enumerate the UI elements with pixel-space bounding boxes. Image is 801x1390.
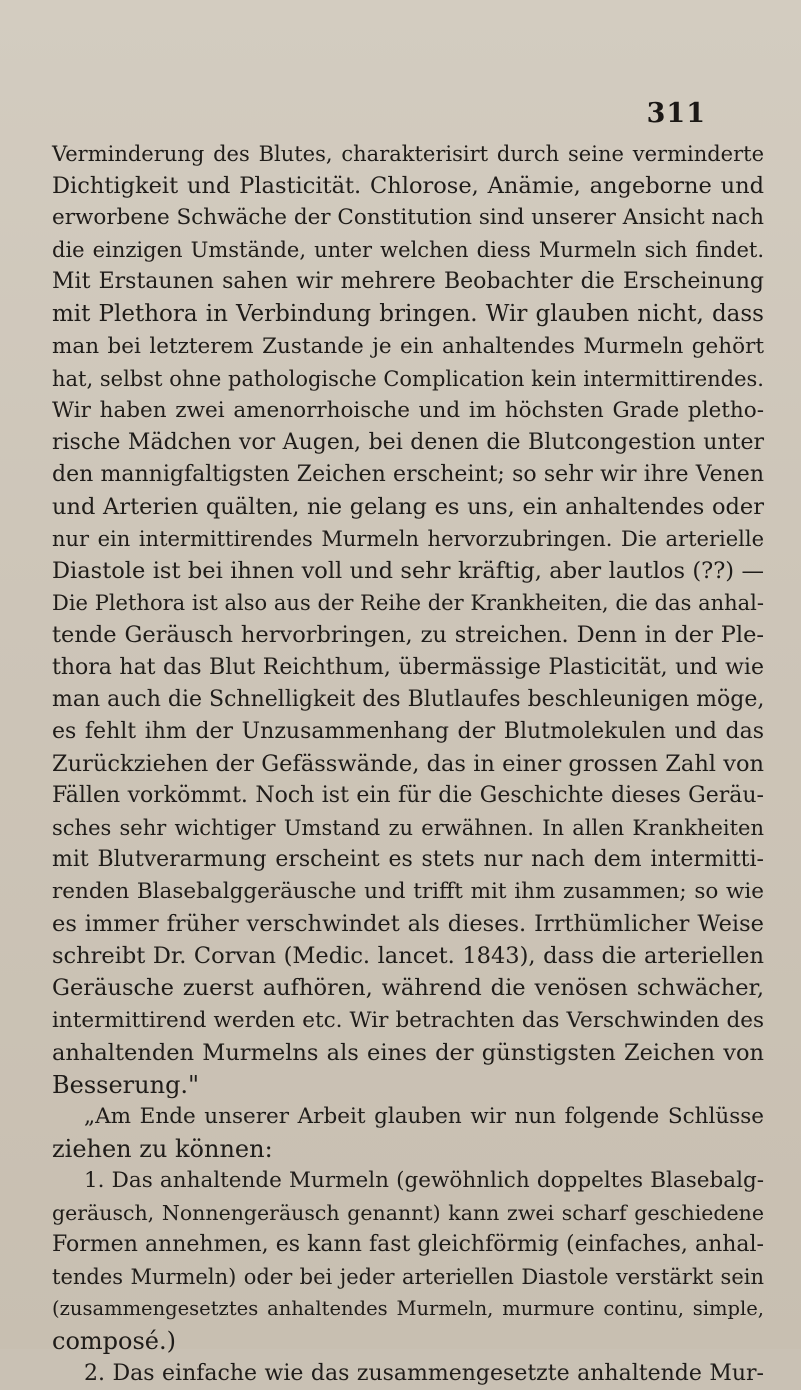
text-line: rische Mädchen vor Augen, bei denen die Blutcongestion unter bbox=[52, 429, 764, 455]
text-line: man bei letzterem Zustande je ein anhaltendes Murmeln gehört bbox=[52, 333, 764, 359]
text-line: (zusammengesetztes anhaltendes Murmeln, murmure continu, simple, bbox=[52, 1297, 764, 1321]
text-line: Verminderung des Blutes, charakterisirt durch seine verminderte bbox=[52, 142, 764, 166]
text-line: Zurückziehen der Gefässwände, das in einer grossen Zahl von bbox=[52, 750, 764, 777]
text-line: Geräusche zuerst aufhören, während die venösen schwächer, bbox=[52, 975, 764, 1002]
text-line: die einzigen Umstände, unter welchen diess Murmeln sich findet. bbox=[52, 238, 764, 263]
text-line: 1. Das anhaltende Murmeln (gewöhnlich doppeltes Blasebalg- bbox=[84, 1168, 764, 1193]
text-line: anhaltenden Murmelns als eines der günstigsten Zeichen von bbox=[52, 1039, 764, 1066]
text-line: intermittirend werden etc. Wir betrachten das Verschwinden des bbox=[52, 1007, 764, 1033]
text-line: Fällen vorkömmt. Noch ist ein für die Geschichte dieses Geräu- bbox=[52, 782, 764, 808]
text-line: Wir haben zwei amenorrhoische und im höchsten Grade pletho- bbox=[52, 397, 764, 423]
text-line: mit Plethora in Verbindung bringen. Wir glauben nicht, dass bbox=[52, 301, 764, 328]
text-line: erworbene Schwäche der Constitution sind unserer Ansicht nach bbox=[52, 205, 764, 231]
text-line: geräusch, Nonnengeräusch genannt) kann zwei scharf geschiedene bbox=[52, 1201, 764, 1226]
text-line: es immer früher verschwindet als dieses. Irrthümlicher Weise bbox=[52, 911, 764, 938]
text-line: sches sehr wichtiger Umstand zu erwähnen. In allen Krankheiten bbox=[52, 815, 764, 840]
text-line: Diastole ist bei ihnen voll und sehr kräftig, aber lautlos (??) — bbox=[52, 558, 764, 585]
text-line: composé.) bbox=[52, 1327, 176, 1356]
text-line: Formen annehmen, es kann fast gleichförmig (einfaches, anhal- bbox=[52, 1232, 764, 1258]
text-line: man auch die Schnelligkeit des Blutlaufes beschleunigen möge, bbox=[52, 686, 765, 712]
text-line: tende Geräusch hervorbringen, zu streichen. Denn in der Ple- bbox=[52, 622, 764, 649]
text-line: mit Blutverarmung erscheint es stets nur nach dem intermitti- bbox=[52, 847, 764, 873]
body-text bbox=[52, 138, 764, 1390]
text-line: tendes Murmeln) oder bei jeder arteriellen Diastole verstärkt sein bbox=[52, 1265, 764, 1290]
text-line: thora hat das Blut Reichthum, übermässige Plasticität, und wie bbox=[52, 654, 764, 680]
text-line: hat, selbst ohne pathologische Complication kein intermittirendes. bbox=[52, 366, 764, 391]
text-line: es fehlt ihm der Unzusammenhang der Blutmolekulen und das bbox=[52, 718, 764, 744]
text-line: 2. Das einfache wie das zusammengesetzte anhaltende Mur- bbox=[84, 1360, 764, 1386]
text-line: schreibt Dr. Corvan (Medic. lancet. 1843), dass die arteriellen bbox=[52, 943, 764, 970]
text-line: Die Plethora ist also aus der Reihe der Krankheiten, die das anhal- bbox=[52, 591, 764, 616]
text-line: Dichtigkeit und Plasticität. Chlorose, Anämie, angeborne und bbox=[52, 173, 764, 200]
text-line: Mit Erstaunen sahen wir mehrere Beobachter die Erscheinung bbox=[52, 269, 764, 295]
text-line: ziehen zu können: bbox=[52, 1134, 273, 1163]
text-line: und Arterien quälten, nie gelang es uns, ein anhaltendes oder bbox=[52, 494, 764, 521]
page-number: 311 bbox=[646, 98, 706, 129]
text-line: Besserung." bbox=[52, 1070, 200, 1099]
text-line: den mannigfaltigsten Zeichen erscheint; so sehr wir ihre Venen bbox=[52, 461, 764, 487]
text-line: „Am Ende unserer Arbeit glauben wir nun folgende Schlüsse bbox=[84, 1103, 764, 1129]
text-line: nur ein intermittirendes Murmeln hervorzubringen. Die arterielle bbox=[52, 527, 764, 552]
text-line: renden Blasebalggeräusche und trifft mit ihm zusammen; so wie bbox=[52, 879, 764, 905]
